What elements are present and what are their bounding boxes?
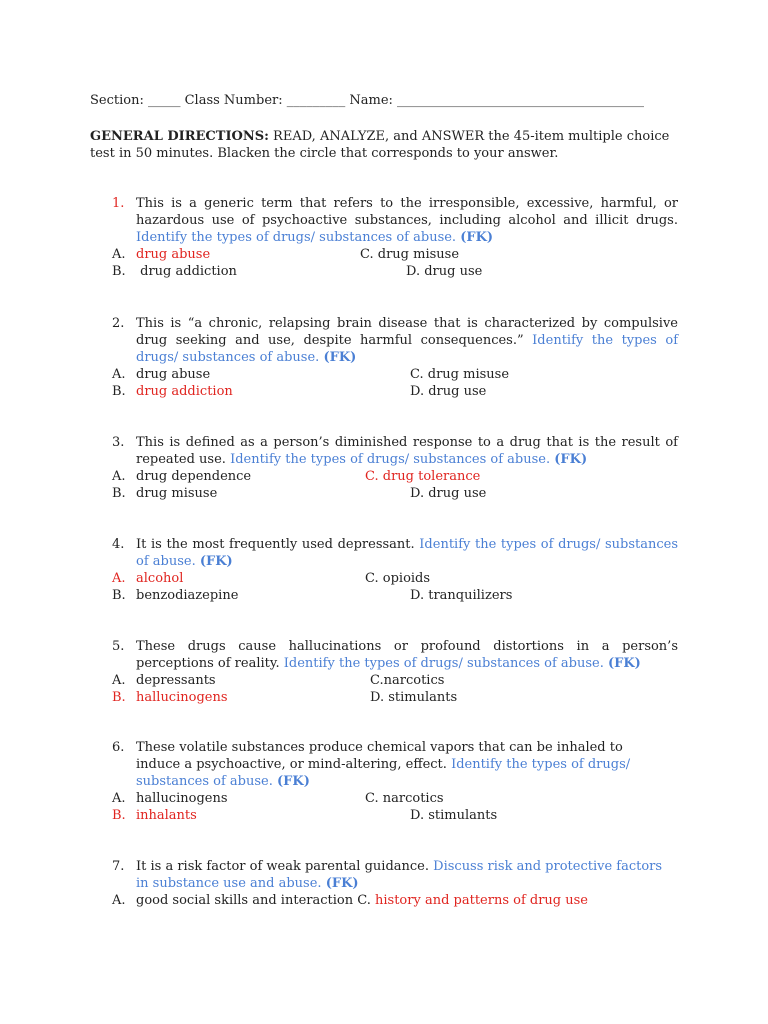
- option-d[interactable]: D. drug use: [410, 384, 487, 399]
- options-row: [112, 689, 678, 706]
- options-row: [112, 587, 678, 604]
- option-c[interactable]: C. narcotics: [365, 791, 444, 806]
- option-a[interactable]: A. drug abuse: [112, 367, 211, 382]
- question-2: [112, 315, 678, 400]
- question-number: 5.: [112, 639, 125, 654]
- learning-objective: Discuss risk and protective factors in substance use and abuse. (FK): [136, 859, 663, 891]
- options-row: [112, 263, 678, 280]
- option-a[interactable]: A. depressants: [112, 673, 216, 688]
- question-stem: 6. These volatile substances produce chemical vapors that can be inhaled to induce a psychoactive, or mind-altering, effect. Identify the types of drugs/ substances of abuse. (FK): [112, 740, 631, 789]
- option-a-and-c[interactable]: A. good social skills and interaction C. history and patterns of drug use: [112, 893, 588, 908]
- directions-text: READ, ANALYZE, and ANSWER the 45-item multiple choice test in 50 minutes. Blacken the circle that corresponds to your answer.: [90, 129, 670, 161]
- options-row: [112, 672, 678, 689]
- general-directions: [90, 128, 690, 162]
- option-a[interactable]: A. alcohol: [112, 571, 184, 586]
- question-number: 3.: [112, 435, 125, 450]
- options-row: [112, 246, 678, 263]
- learning-objective: Identify the types of drugs/ substances of abuse. (FK): [136, 230, 494, 245]
- options-row: [112, 892, 678, 909]
- question-4: [112, 536, 678, 604]
- question-stem: 2. This is “a chronic, relapsing brain disease that is characterized by compulsive drug seeking and use, despite harmful consequences.” Identify the types of drugs/ substances of abuse. (FK): [112, 316, 679, 365]
- option-c[interactable]: C. drug misuse: [360, 247, 460, 262]
- student-info-line: Section: _____ Class Number: _________ Name: ______________________________________: [90, 93, 645, 108]
- learning-objective: Identify the types of drugs/ substances of abuse. (FK): [136, 757, 631, 789]
- question-6: [112, 739, 678, 824]
- question-stem: 1. This is a generic term that refers to the irresponsible, excessive, harmful, or hazardous use of psychoactive substances, including alcohol and illicit drugs. Identify the types of drugs/ substances of abuse. (FK): [112, 196, 678, 245]
- option-a[interactable]: A. drug abuse: [112, 247, 211, 262]
- learning-objective: Identify the types of drugs/ substances of abuse. (FK): [283, 656, 641, 671]
- question-7: [112, 858, 678, 909]
- learning-objective: Identify the types of drugs/ substances of abuse. (FK): [136, 333, 679, 365]
- option-c[interactable]: C.narcotics: [370, 673, 445, 688]
- option-b[interactable]: B. drug addiction: [112, 264, 237, 279]
- options-row: [112, 468, 678, 485]
- options-row: [112, 807, 678, 824]
- option-a[interactable]: A. drug dependence: [112, 469, 252, 484]
- options-row: [112, 485, 678, 502]
- question-number: 6.: [112, 740, 125, 755]
- option-b[interactable]: B. hallucinogens: [112, 690, 228, 705]
- question-number: 4.: [112, 537, 125, 552]
- options-row: [112, 366, 678, 383]
- question-stem: 4. It is the most frequently used depressant. Identify the types of drugs/ substances of abuse. (FK): [112, 537, 679, 569]
- question-stem: 7. It is a risk factor of weak parental guidance. Discuss risk and protective factors in substance use and abuse. (FK): [112, 859, 663, 891]
- option-d[interactable]: D. tranquilizers: [410, 588, 513, 603]
- question-stem: 3. This is defined as a person’s diminished response to a drug that is the result of repeated use. Identify the types of drugs/ substances of abuse. (FK): [112, 435, 678, 467]
- option-c[interactable]: C. drug misuse: [410, 367, 510, 382]
- option-c[interactable]: C. drug tolerance: [365, 469, 481, 484]
- option-b[interactable]: B. drug misuse: [112, 486, 218, 501]
- option-b[interactable]: B. inhalants: [112, 808, 197, 823]
- option-d[interactable]: D. drug use: [406, 264, 483, 279]
- option-d[interactable]: D. drug use: [410, 486, 487, 501]
- option-d[interactable]: D. stimulants: [410, 808, 498, 823]
- learning-objective: Identify the types of drugs/ substances of abuse. (FK): [230, 452, 588, 467]
- option-d[interactable]: D. stimulants: [370, 690, 458, 705]
- question-number: 2.: [112, 316, 125, 331]
- question-number: 1.: [112, 196, 125, 211]
- option-a[interactable]: A. hallucinogens: [112, 791, 228, 806]
- option-b[interactable]: B. drug addiction: [112, 384, 233, 399]
- option-c[interactable]: C. opioids: [365, 571, 431, 586]
- options-row: [112, 570, 678, 587]
- learning-objective: Identify the types of drugs/ substances of abuse. (FK): [136, 537, 679, 569]
- option-b[interactable]: B. benzodiazepine: [112, 588, 239, 603]
- question-3: [112, 434, 678, 502]
- options-row: [112, 790, 678, 807]
- options-row: [112, 383, 678, 400]
- question-stem: 5. These drugs cause hallucinations or profound distortions in a person’s perceptions of reality. Identify the types of drugs/ substances of abuse. (FK): [112, 639, 678, 671]
- question-1: [112, 195, 678, 280]
- question-number: 7.: [112, 859, 125, 874]
- directions-label: GENERAL DIRECTIONS:: [90, 129, 269, 144]
- question-5: [112, 638, 678, 706]
